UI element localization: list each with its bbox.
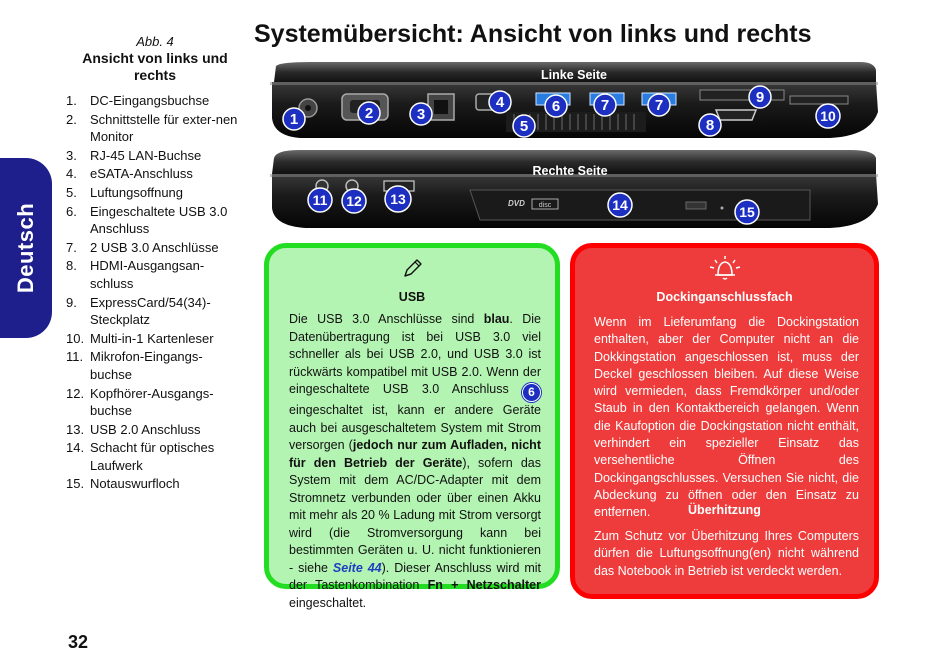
svg-text:9: 9: [755, 89, 765, 106]
list-item: 3. RJ-45 LAN-Buchse: [66, 147, 202, 163]
callout-7: [594, 94, 616, 116]
svg-text:11: 11: [312, 192, 328, 208]
svg-text:6: 6: [551, 98, 561, 115]
docking-text: Wenn im Lieferumfang die Dockingstation enthalten, aber der Computer nicht an die Dokkingstation angeschlossen ist, muss der Deckel geschlossen bleiben. Auf diese Weise wird vermieden, dass Fremdkörper und/oder Staub in den Kontaktbereich gelangen. Wenn die Kaufoption die Dockingstation nicht enthält, verhindert ein spezieller Einsatz das versehentliche Öffnen des Dockingangschlusses. Versuchen Sie nicht, die Abdeckung zu öffnen oder den Einsatz zu entfernen.: [594, 315, 859, 520]
svg-text:10: 10: [820, 108, 836, 124]
callout-6-inline: 6: [522, 383, 541, 402]
figure-caption: [70, 33, 240, 84]
callout-11: [308, 188, 332, 212]
list-item: 14. Schacht für optisches Laufwerk: [66, 440, 215, 473]
svg-text:5: 5: [519, 118, 529, 135]
usb-note-box: [264, 243, 560, 610]
usb-note-text: Die USB 3.0 Anschlüsse sind blau. Die Datenübertragung ist bei USB 3.0 viel schneller als bei USB 2.0, und USB 3.0 ist rückwärts kompatibel mit USB 2.0. Wenn der eingeschaltete USB 3.0 Anschluss 6 eingeschaltet ist, kann er andere Geräte auch bei ausgeschaltetem System mit Strom versorgen (jedoch nur zum Aufladen, nicht für den Betrieb der Geräte), sofern das System mit dem AC/DC-Adapter mit dem Stromnetz verbunden oder über einen Akku mit mehr als 20 % Ladung mit Strom versorgt wird (die Stromversorgung kann bei bestimmten Geräten u. U. nicht funktionieren - siehe Seite 44). Dieser Anschluss wird mit der Tastenkombination Fn + Netzschalter eingeschaltet.: [289, 312, 541, 610]
left-side-photo: [270, 62, 878, 138]
disc-logo: disc: [538, 202, 552, 209]
right-side-label: Rechte Seite: [532, 164, 608, 178]
svg-text:1: 1: [289, 111, 299, 128]
figure-title: Ansicht von links und rechts: [82, 50, 228, 83]
list-item: 7. 2 USB 3.0 Anschlüsse: [66, 239, 219, 255]
hdmi-port: [716, 110, 756, 120]
svg-text:4: 4: [495, 94, 505, 111]
list-item: 1. DC-Eingangsbuchse: [66, 93, 210, 108]
overheating-heading: Überhitzung: [688, 503, 761, 517]
callout-12: [342, 189, 366, 213]
page-title: Systemübersicht: Ansicht von links und rechts: [254, 20, 812, 48]
svg-text:8: 8: [705, 117, 715, 134]
usb-note-heading: USB: [398, 290, 426, 304]
page-44-link[interactable]: Seite 44: [332, 560, 382, 575]
callout-4: [489, 91, 511, 113]
callout-3: [410, 103, 432, 125]
svg-text:15: 15: [739, 204, 755, 220]
component-legend: [66, 92, 238, 494]
callout-14: [608, 193, 632, 217]
docking-warning-box: [570, 243, 879, 599]
list-item: 5. Luftungsoffnung: [66, 184, 184, 200]
svg-text:12: 12: [346, 193, 362, 209]
list-item: 10. Multi-in-1 Kartenleser: [66, 330, 214, 346]
list-item: 9. ExpressCard/54(34)-Steckplatz: [66, 294, 211, 328]
language-tab: [0, 158, 52, 338]
svg-text:14: 14: [612, 197, 628, 213]
list-item: 8. HDMI-Ausgangsan-schluss: [66, 258, 205, 291]
list-item: 2. Schnittstelle für exter-nen Monitor: [66, 111, 238, 145]
callout-10: [816, 104, 840, 128]
callout-9: [749, 86, 771, 108]
language-tab-label: Deutsch: [13, 202, 38, 294]
callout-15: [735, 200, 759, 224]
docking-heading: Dockinganschlussfach: [656, 290, 793, 304]
svg-text:13: 13: [390, 191, 406, 207]
figure-number: Abb. 4: [136, 34, 174, 49]
overheating-text: Zum Schutz vor Überhitzung Ihres Computers dürfen die Luftungsoffnung(en) nicht während das Notebook in Betrieb ist verdeckt werden.: [594, 529, 859, 578]
left-side-label: Linke Seite: [541, 68, 607, 82]
eject-button: [686, 202, 706, 209]
callout-1: [283, 108, 305, 130]
list-item: 6. Eingeschaltete USB 3.0 Anschluss: [66, 203, 228, 237]
svg-text:7: 7: [654, 97, 664, 114]
list-item: 15. Notauswurfloch: [66, 476, 180, 492]
pencil-icon: [269, 258, 555, 285]
svg-text:7: 7: [600, 97, 610, 114]
callout-5: [513, 115, 535, 137]
card-reader-slot: [790, 96, 848, 104]
callout-6: [545, 95, 567, 117]
right-side-photo: [270, 150, 878, 228]
alarm-bell-icon: [575, 255, 874, 286]
page-number: 32: [68, 632, 89, 652]
callout-7: [648, 94, 670, 116]
list-item: 11. Mikrofon-Eingangs-buchse: [66, 349, 203, 382]
callout-13: [385, 186, 411, 212]
list-item: 12. Kopfhörer-Ausgangs-buchse: [66, 385, 214, 419]
emergency-eject-hole: [721, 207, 724, 210]
list-item: 4. eSATA-Anschluss: [66, 166, 193, 182]
svg-text:2: 2: [364, 105, 374, 122]
list-item: 13. USB 2.0 Anschluss: [66, 421, 201, 437]
callout-8: [699, 114, 721, 136]
callout-2: [358, 102, 380, 124]
svg-text:3: 3: [416, 106, 426, 123]
dvd-logo: DVD: [508, 199, 525, 208]
